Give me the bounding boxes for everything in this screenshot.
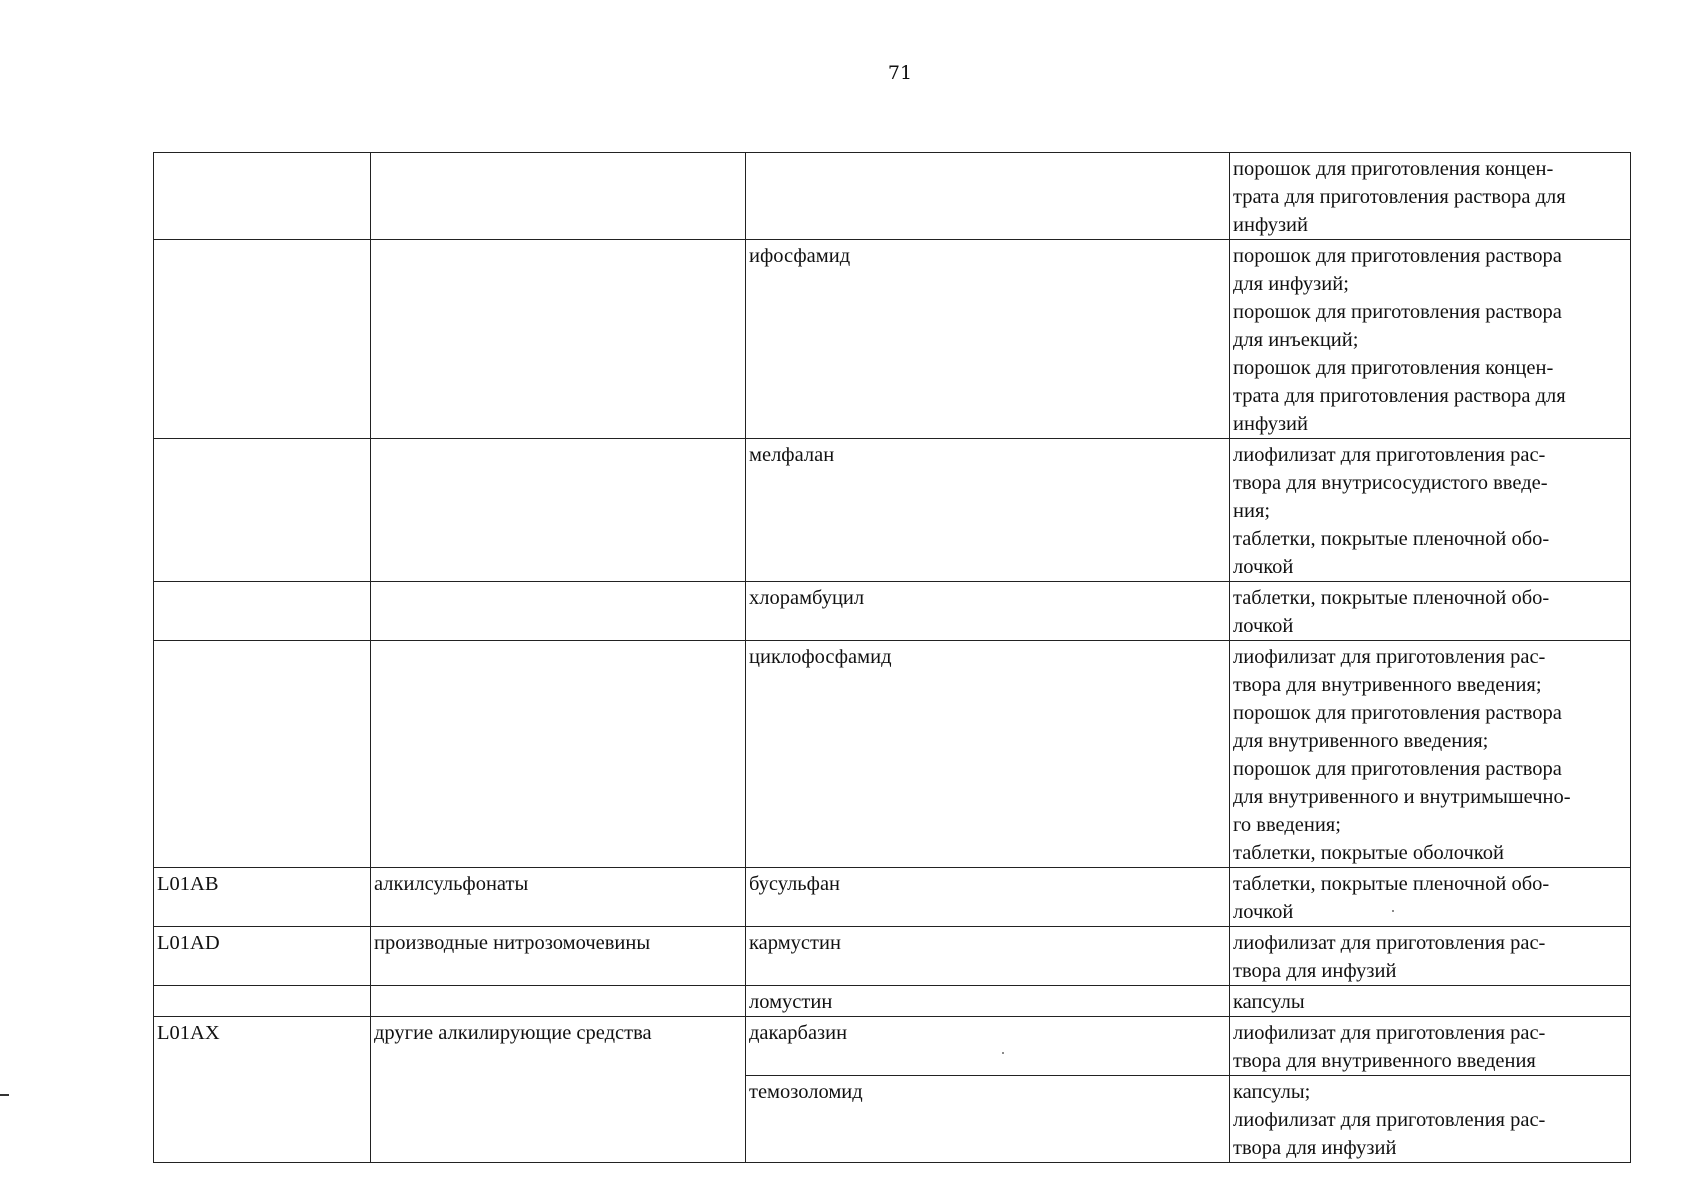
drug-name: дакарбазин <box>749 1022 848 1044</box>
dosage-forms-text <box>1233 870 1627 926</box>
drug-cell <box>746 582 1230 641</box>
group-cell <box>371 868 746 927</box>
group-cell <box>371 1017 746 1163</box>
dosage-form-line: твора для инфузий <box>1233 1137 1397 1159</box>
forms-cell <box>1230 439 1631 582</box>
forms-cell <box>1230 240 1631 439</box>
atc-code-cell <box>154 439 371 582</box>
table-row <box>154 927 1631 986</box>
dosage-form-line: инфузий <box>1233 413 1309 435</box>
dosage-form-line: капсулы; <box>1233 1081 1311 1103</box>
atc-code-cell <box>154 240 371 439</box>
atc-code: L01AD <box>157 932 220 954</box>
dosage-form-line: лиофилизат для приготовления рас- <box>1233 444 1546 466</box>
dosage-forms-text <box>1233 155 1627 239</box>
atc-code-cell <box>154 868 371 927</box>
drug-cell <box>746 1076 1230 1163</box>
scan-edge-mark <box>0 1094 9 1096</box>
table-row <box>154 153 1631 240</box>
dosage-form-line: трата для приготовления раствора для <box>1233 385 1566 407</box>
dosage-form-line: трата для приготовления раствора для <box>1233 186 1566 208</box>
dosage-form-line: порошок для приготовления раствора <box>1233 245 1562 267</box>
forms-cell <box>1230 641 1631 868</box>
drug-cell <box>746 153 1230 240</box>
dosage-form-line: лочкой <box>1233 615 1294 637</box>
dosage-form-line: таблетки, покрытые оболочкой <box>1233 842 1504 864</box>
drug-cell <box>746 641 1230 868</box>
forms-cell <box>1230 1076 1631 1163</box>
dosage-forms-text <box>1233 1078 1627 1162</box>
dosage-form-line: для инфузий; <box>1233 273 1349 295</box>
drug-name: темозоломид <box>749 1081 863 1103</box>
drug-name: мелфалан <box>749 444 835 466</box>
dosage-form-line: лиофилизат для приготовления рас- <box>1233 932 1546 954</box>
drug-table <box>153 152 1631 1163</box>
dosage-form-line: твора для внутрисосудистого введе- <box>1233 472 1548 494</box>
dosage-form-line: ния; <box>1233 500 1271 522</box>
group-cell <box>371 986 746 1017</box>
dosage-form-line: для внутривенного и внутримышечно- <box>1233 786 1571 808</box>
table-row <box>154 240 1631 439</box>
atc-code-cell <box>154 986 371 1017</box>
atc-code-cell <box>154 1017 371 1163</box>
scan-speck <box>1002 1052 1004 1054</box>
dosage-form-line: капсулы <box>1233 991 1305 1013</box>
drug-cell <box>746 868 1230 927</box>
dosage-form-line: порошок для приготовления концен- <box>1233 357 1554 379</box>
group-cell <box>371 582 746 641</box>
dosage-form-line: инфузий <box>1233 214 1309 236</box>
group-name: производные нитрозомочевины <box>374 932 651 954</box>
table-row <box>154 986 1631 1017</box>
dosage-form-line: для инъекций; <box>1233 329 1359 351</box>
dosage-form-line: лочкой <box>1233 901 1294 923</box>
forms-cell <box>1230 153 1631 240</box>
atc-code-cell <box>154 582 371 641</box>
dosage-forms-text <box>1233 1019 1627 1075</box>
atc-code-cell <box>154 153 371 240</box>
group-name: алкилсульфонаты <box>374 873 529 895</box>
table-row <box>154 868 1631 927</box>
atc-code-cell <box>154 641 371 868</box>
group-cell <box>371 439 746 582</box>
dosage-form-line: лиофилизат для приготовления рас- <box>1233 1109 1546 1131</box>
drug-cell <box>746 986 1230 1017</box>
dosage-form-line: порошок для приготовления раствора <box>1233 758 1562 780</box>
dosage-form-line: таблетки, покрытые пленочной обо- <box>1233 528 1550 550</box>
dosage-form-line: го введения; <box>1233 814 1341 836</box>
drug-cell <box>746 927 1230 986</box>
dosage-form-line: лиофилизат для приготовления рас- <box>1233 646 1546 668</box>
drug-name: кармустин <box>749 932 841 954</box>
dosage-form-line: порошок для приготовления раствора <box>1233 702 1562 724</box>
dosage-form-line: порошок для приготовления раствора <box>1233 301 1562 323</box>
table-row <box>154 641 1631 868</box>
group-name: другие алкилирующие средства <box>374 1022 652 1044</box>
table-row <box>154 582 1631 641</box>
forms-cell <box>1230 868 1631 927</box>
forms-cell <box>1230 986 1631 1017</box>
drug-name: ломустин <box>749 991 833 1013</box>
dosage-form-line: твора для внутривенного введения; <box>1233 674 1542 696</box>
atc-code-cell <box>154 927 371 986</box>
dosage-form-line: твора для инфузий <box>1233 960 1397 982</box>
dosage-form-line: таблетки, покрытые пленочной обо- <box>1233 873 1550 895</box>
drug-name: ифосфамид <box>749 245 851 267</box>
dosage-form-line: порошок для приготовления концен- <box>1233 158 1554 180</box>
group-cell <box>371 927 746 986</box>
forms-cell <box>1230 1017 1631 1076</box>
drug-cell <box>746 240 1230 439</box>
dosage-forms-text <box>1233 929 1627 985</box>
table-row <box>154 439 1631 582</box>
atc-code: L01AX <box>157 1022 220 1044</box>
dosage-forms-text <box>1233 584 1627 640</box>
scan-speck <box>1392 910 1394 912</box>
group-cell <box>371 153 746 240</box>
table-row <box>154 1017 1631 1076</box>
group-cell <box>371 240 746 439</box>
group-cell <box>371 641 746 868</box>
dosage-form-line: твора для внутривенного введения <box>1233 1050 1536 1072</box>
forms-cell <box>1230 927 1631 986</box>
dosage-forms-text <box>1233 643 1627 867</box>
dosage-forms-text <box>1233 441 1627 581</box>
dosage-form-line: лиофилизат для приготовления рас- <box>1233 1022 1546 1044</box>
drug-name: циклофосфамид <box>749 646 892 668</box>
page-number: 71 <box>887 62 913 84</box>
drug-name: бусульфан <box>749 873 841 895</box>
drug-cell <box>746 1017 1230 1076</box>
forms-cell <box>1230 582 1631 641</box>
dosage-form-line: таблетки, покрытые пленочной обо- <box>1233 587 1550 609</box>
drug-cell <box>746 439 1230 582</box>
dosage-form-line: лочкой <box>1233 556 1294 578</box>
drug-name: хлорамбуцил <box>749 587 865 609</box>
dosage-forms-text <box>1233 988 1627 1016</box>
atc-code: L01AB <box>157 873 219 895</box>
dosage-forms-text <box>1233 242 1627 438</box>
dosage-form-line: для внутривенного введения; <box>1233 730 1489 752</box>
